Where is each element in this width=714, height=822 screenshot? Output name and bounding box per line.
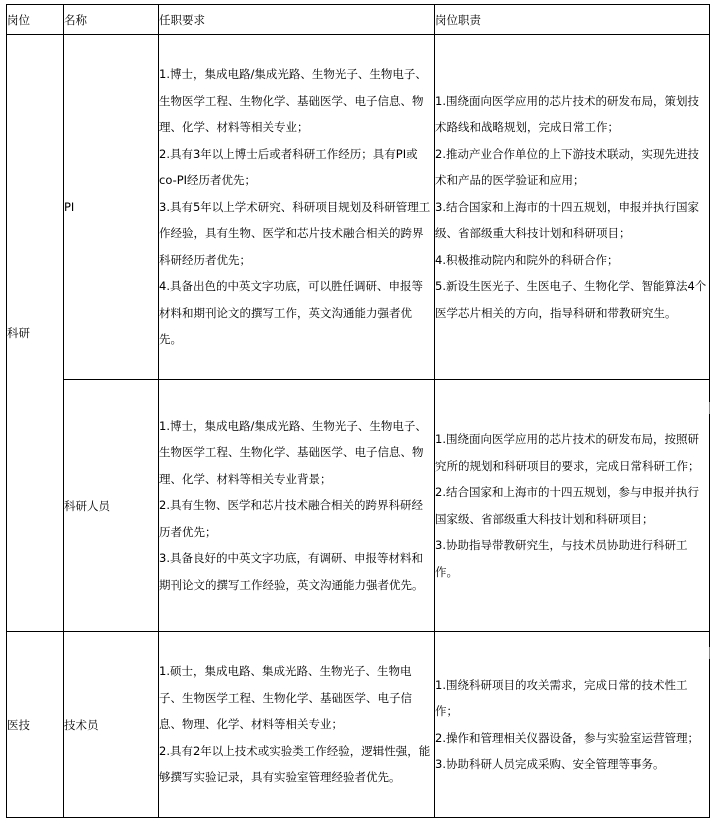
header-post: 岗位: [7, 5, 64, 35]
role-name: PI: [64, 35, 159, 380]
header-requirements: 任职要求: [159, 5, 435, 35]
duty-item: 2.结合国家和上海市的十四五规划，参与申报并执行国家级、省部级重大科技计划和科研项目；: [435, 485, 699, 526]
requirement-item: 2.具有2年以上技术或实验类工作经验，逻辑性强，能够撰写实验记录，具有实验室管理经验者优先。: [159, 743, 431, 785]
edge-marker: [709, 402, 713, 414]
role-name: 技术员: [64, 632, 159, 818]
table-row: [7, 35, 710, 380]
duty-item: 3.协助指导带教研究生，与技术员协助进行科研工作。: [435, 538, 688, 579]
post-cell: 科研: [7, 35, 64, 632]
header-name: 名称: [64, 5, 159, 35]
post-cell: 医技: [7, 632, 64, 818]
requirement-item: 1.博士，集成电路/集成光路、生物光子、生物电子、生物医学工程、生物化学、基础医学、电子信息、物理、化学、材料等相关专业背景；: [159, 418, 427, 486]
duty-item: 2.操作和管理相关仪器设备，参与实验室运营管理；: [435, 730, 699, 745]
requirement-item: 3.具备良好的中英文字功底，有调研、申报等材料和期刊论文的撰写工作经验，英文沟通能力强者优先。: [159, 551, 424, 592]
job-requirements-table: [6, 4, 710, 818]
duty-item: 1.围绕面向医学应用的芯片技术的研发布局，策划技术路线和战略规划，完成日常工作；: [435, 93, 699, 135]
duties-cell: [435, 35, 710, 380]
requirements-cell: [159, 632, 435, 818]
duty-item: 2.推动产业合作单位的上下游技术联动，实现先进技术和产品的医学验证和应用；: [435, 146, 699, 188]
requirements-cell: [159, 380, 435, 632]
duty-item: 4.积极推动院内和院外的科研合作；: [435, 252, 619, 267]
duty-item: 3.协助科研人员完成采购、安全管理等事务。: [435, 757, 665, 771]
requirement-item: 1.硕士，集成电路、集成光路、生物光子、生物电子、生物医学工程、生物化学、基础医学、电子信息、物理、化学、材料等相关专业；: [159, 664, 412, 732]
header-duties: 岗位职责: [435, 5, 710, 35]
table-row: [7, 380, 710, 632]
requirement-item: 2.具有生物、医学和芯片技术融合相关的跨界科研经历者优先；: [159, 498, 423, 539]
edge-marker: [709, 647, 713, 659]
duties-cell: [435, 632, 710, 818]
requirement-item: 3.具有5年以上学术研究、科研项目规划及科研管理工作经验，具有生物、医学和芯片技术融合相关的跨界科研经历者优先；: [159, 199, 431, 267]
duty-item: 3.结合国家和上海市的十四五规划，申报并执行国家级、省部级重大科技计划和科研项目；: [435, 199, 699, 241]
duty-item: 1.围绕面向医学应用的芯片技术的研发布局，按照研究所的规划和科研项目的要求，完成日常科研工作；: [435, 432, 700, 473]
requirement-item: 4.具备出色的中英文字功底，可以胜任调研、申报等材料和期刊论文的撰写工作，英文沟通能力强者优先。: [159, 279, 423, 347]
requirement-item: 1.博士，集成电路/集成光路、生物光子、生物电子、生物医学工程、生物化学、基础医学、电子信息、物理、化学、材料等相关专业；: [159, 67, 427, 135]
requirement-item: 2.具有3年以上博士后或者科研工作经历；具有PI或co-PI经历者优先；: [159, 146, 418, 188]
duties-cell: [435, 380, 710, 632]
role-name: 科研人员: [64, 380, 159, 632]
duty-item: 1.围绕科研项目的攻关需求，完成日常的技术性工作；: [435, 677, 688, 718]
header-row: [7, 5, 710, 35]
table-row: [7, 632, 710, 818]
requirements-cell: [159, 35, 435, 380]
duty-item: 5.新设生医光子、生医电子、生物化学、智能算法4个医学芯片相关的方向，指导科研和带教研究生。: [435, 279, 707, 320]
